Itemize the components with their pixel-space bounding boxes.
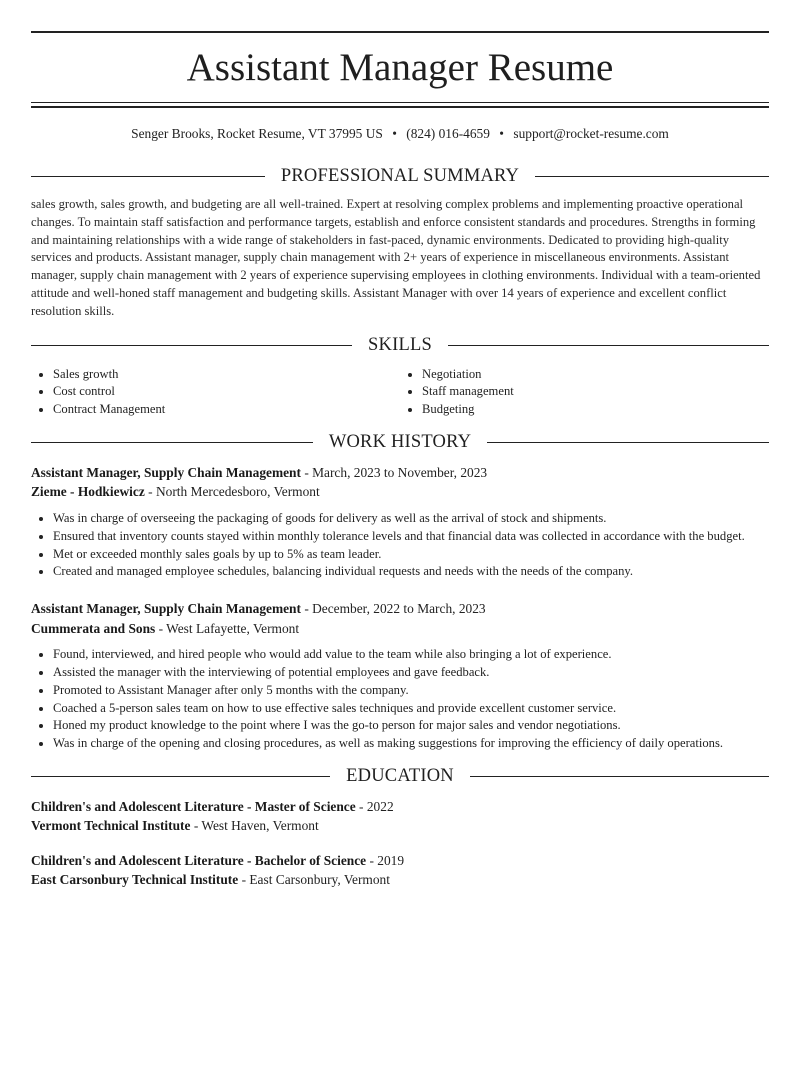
job-title-line — [31, 463, 769, 483]
education-entry — [31, 851, 769, 890]
divider-line — [31, 345, 352, 346]
section-heading-work-history — [31, 431, 769, 455]
education-year: - 2019 — [366, 852, 405, 868]
education-location: - East Carsonbury, Vermont — [238, 872, 390, 888]
job-location: - North Mercedesboro, Vermont — [144, 484, 320, 500]
contact-line — [31, 125, 769, 143]
job-bullet: • Found, interviewed, and hired people who would add value to the team while also bringing a lot of experience. — [53, 646, 769, 664]
resume-title: Assistant Manager Resume — [186, 46, 614, 89]
section-heading-skills — [31, 334, 769, 358]
education-degree: Children's and Adolescent Literature - Bachelor of Science — [31, 852, 367, 868]
skill-item: • Sales growth — [53, 366, 400, 384]
divider-line — [448, 345, 769, 346]
contact-phone: (824) 016-4659 — [406, 126, 490, 141]
rule-thin — [31, 102, 769, 103]
section-title: SKILLS — [368, 335, 432, 356]
job-company-line — [31, 482, 769, 502]
bullet-separator: • — [499, 126, 504, 141]
skill-item: • Staff management — [422, 383, 769, 401]
job-company: Zieme - Hodkiewicz — [31, 484, 145, 500]
resume-page — [0, 31, 800, 890]
divider-line — [487, 442, 769, 443]
contact-address: Senger Brooks, Rocket Resume, VT 37995 US — [131, 126, 383, 141]
section-title: EDUCATION — [346, 766, 454, 787]
summary-text: sales growth, sales growth, and budgeting are all well-trained. Expert at resolving complex problems and implementing proactive operational changes. To maintain staff satisfaction and performance targets, establish and enforce consistent standards and procedures. Strengths in forming and maintaining relationships with a wide range of stakeholders in fast-paced, dynamic environments. Dedicated to providing high-quality services and products. Assistant manager, supply chain management with 2+ years of experience in miscellaneous environments. Assistant manager, supply chain management with 2 years of experience supervising employees in clothing environments. Individual with a team-oriented attitude and well-honed staff management and budgeting skills. Assistant Manager with over 14 years of experience and excellent conflict resolution skills. — [31, 197, 761, 318]
divider-line — [31, 176, 265, 177]
education-degree-line — [31, 797, 769, 817]
title-double-rule — [31, 102, 769, 108]
job-entry — [31, 599, 769, 753]
job-bullet: • Created and managed employee schedules, balancing individual requests and needs with the needs of the company. — [53, 563, 769, 581]
education-year: - 2022 — [355, 798, 394, 814]
skill-item: • Budgeting — [422, 401, 769, 419]
skills-column-right — [400, 366, 769, 419]
section-heading-summary — [31, 164, 769, 188]
divider-line — [470, 776, 769, 777]
job-bullet: • Met or exceeded monthly sales goals by up to 5% as team leader. — [53, 546, 769, 564]
education-location: - West Haven, Vermont — [190, 818, 319, 834]
job-bullet: • Promoted to Assistant Manager after only 5 months with the company. — [53, 682, 769, 700]
divider-line — [535, 176, 769, 177]
job-bullets — [31, 646, 769, 753]
job-bullet: • Was in charge of overseeing the packaging of goods for delivery as well as the arrival of stock and shipments. — [53, 510, 769, 528]
job-company-line — [31, 619, 769, 639]
skills-list — [31, 366, 769, 419]
job-bullets — [31, 510, 769, 581]
skill-item: • Cost control — [53, 383, 400, 401]
rule-thick — [31, 106, 769, 108]
skills-column-left — [31, 366, 400, 419]
divider-line — [31, 776, 330, 777]
education-degree: Children's and Adolescent Literature - Master of Science — [31, 798, 356, 814]
education-school: Vermont Technical Institute — [31, 818, 191, 834]
job-title: Assistant Manager, Supply Chain Management — [31, 464, 301, 480]
job-title: Assistant Manager, Supply Chain Management — [31, 601, 301, 617]
education-school: East Carsonbury Technical Institute — [31, 872, 239, 888]
section-heading-education — [31, 765, 769, 789]
job-bullet: • Coached a 5-person sales team on how to use effective sales techniques and provide excellent customer service. — [53, 700, 769, 718]
education-degree-line — [31, 851, 769, 871]
job-bullet: • Ensured that inventory counts stayed within monthly tolerance levels and that financial data was collected in accordance with the budget. — [53, 528, 769, 546]
job-location: - West Lafayette, Vermont — [155, 620, 300, 636]
job-bullet: • Assisted the manager with the interviewing of potential employees and gave feedback. — [53, 664, 769, 682]
section-title: PROFESSIONAL SUMMARY — [280, 165, 520, 186]
job-title-line — [31, 599, 769, 619]
job-dates: - March, 2023 to November, 2023 — [300, 464, 488, 480]
job-company: Cummerata and Sons — [31, 620, 156, 636]
divider-line — [31, 442, 313, 443]
job-bullet: • Was in charge of the opening and closing procedures, as well as making suggestions for improving the efficiency of daily operations. — [53, 735, 769, 753]
education-school-line — [31, 816, 769, 836]
job-dates: - December, 2022 to March, 2023 — [300, 601, 486, 617]
contact-email: support@rocket-resume.com — [513, 126, 669, 141]
education-school-line — [31, 870, 769, 890]
bullet-separator: • — [392, 126, 397, 141]
job-bullet: • Honed my product knowledge to the point where I was the go-to person for major sales and vendor negotiations. — [53, 717, 769, 735]
job-entry — [31, 463, 769, 581]
section-title: WORK HISTORY — [328, 432, 472, 453]
skill-item: • Negotiation — [422, 366, 769, 384]
education-entry — [31, 797, 769, 836]
skill-item: • Contract Management — [53, 401, 400, 419]
